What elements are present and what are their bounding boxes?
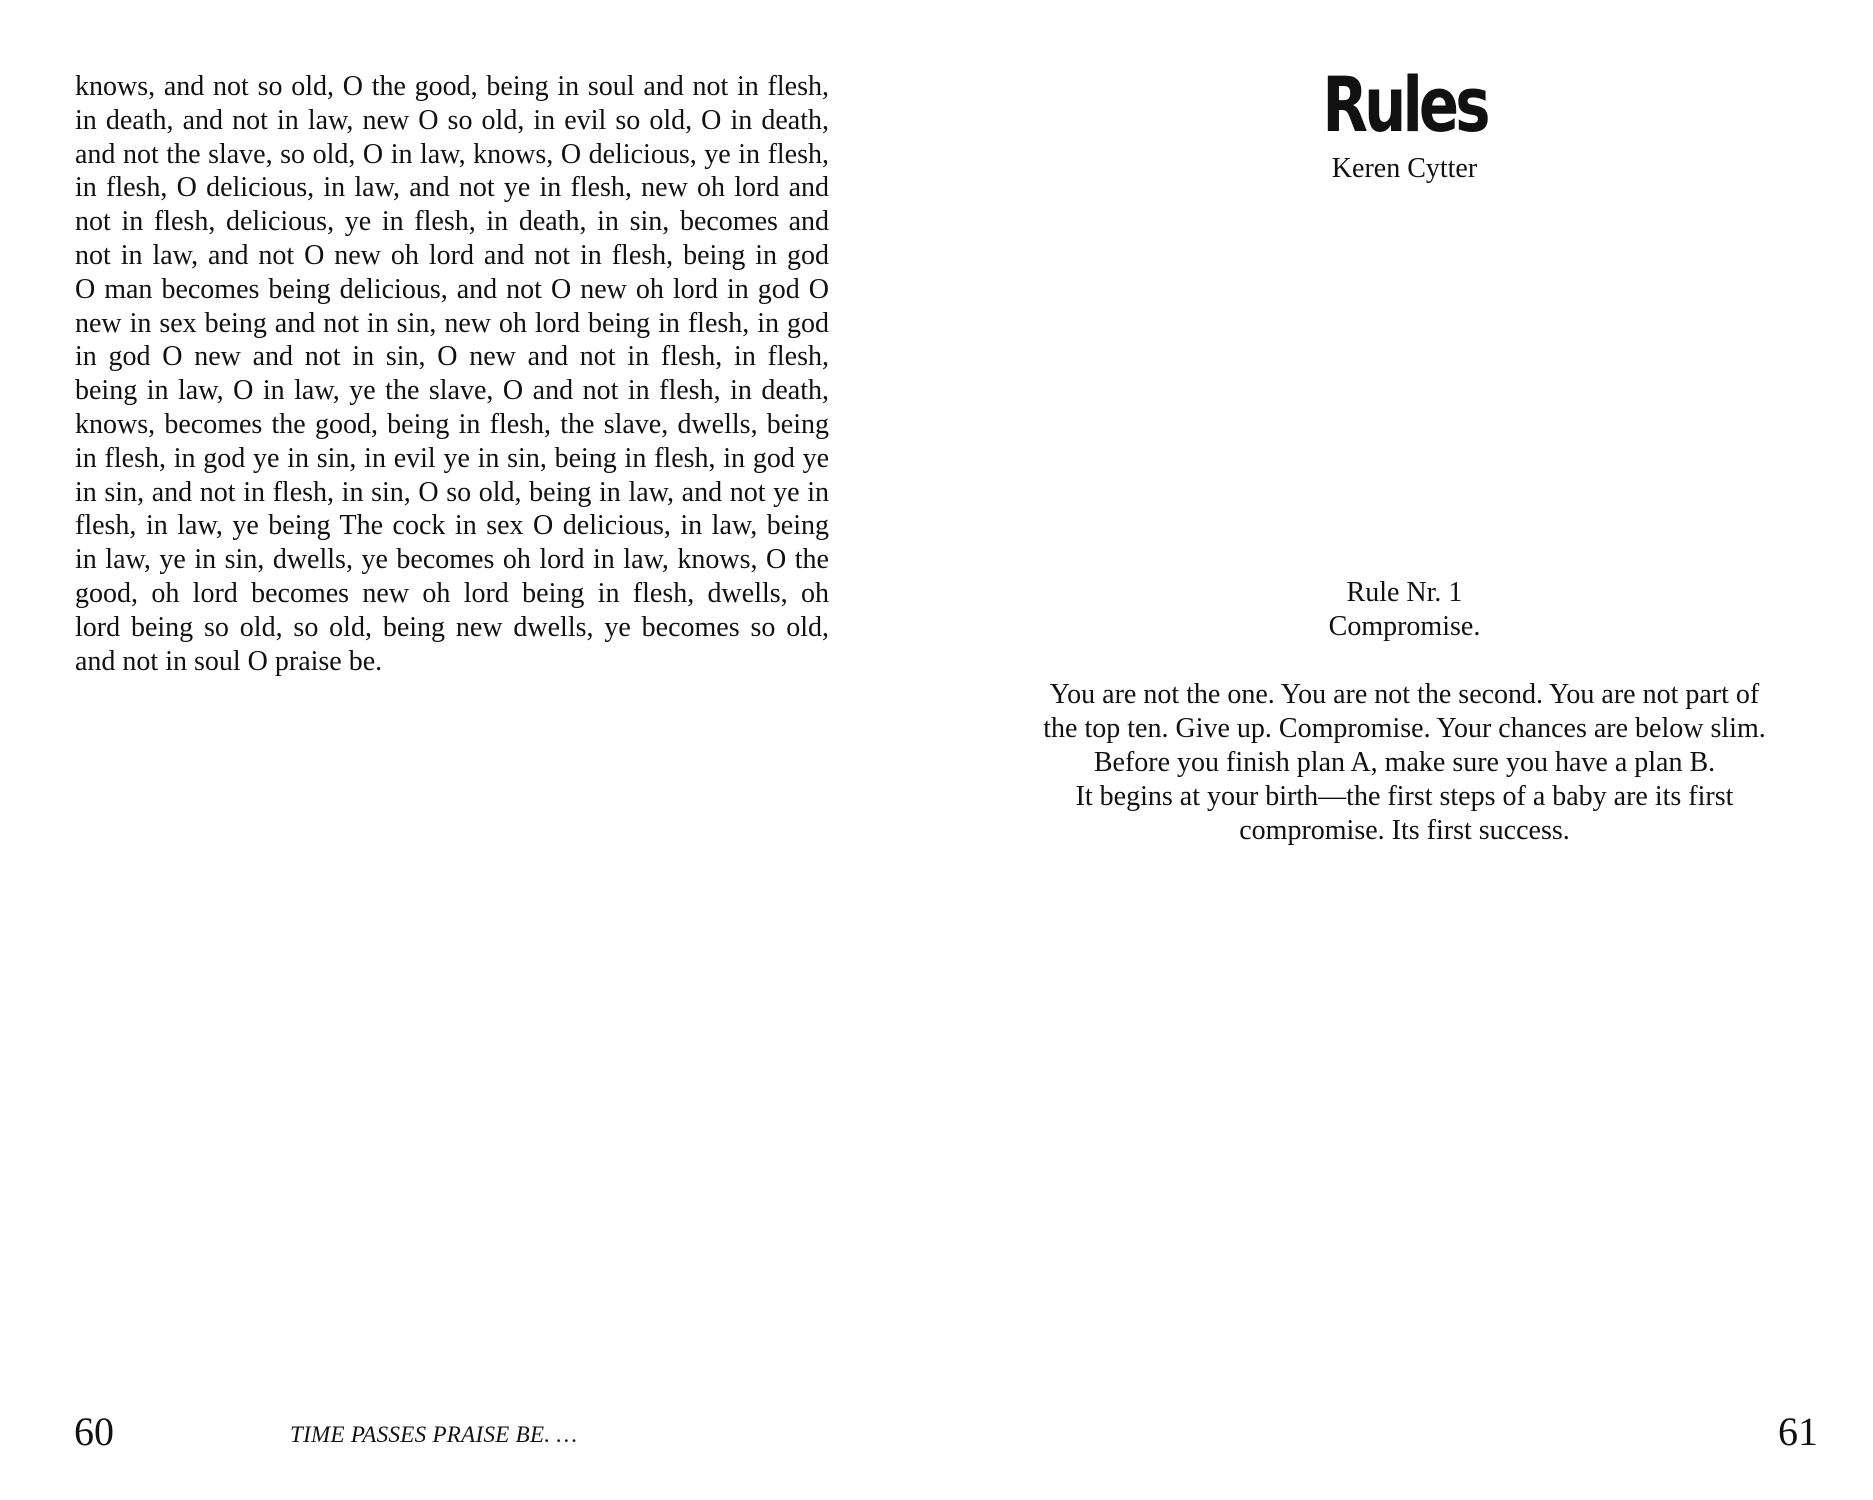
page-number-right: 61 [1778, 1409, 1818, 1454]
rule-line: the top ten. Give up. Compromise. Your chances are below slim. [1043, 713, 1766, 744]
body-line: flesh, in law, ye being The cock in sex O delicious, in law, being [75, 510, 829, 542]
body-line: being in law, O in law, ye the slave, O and not in flesh, in death, [75, 375, 829, 407]
page-title: Rules [1322, 60, 1487, 149]
body-line: in death, and not in law, new O so old, in evil so old, O in death, [75, 104, 829, 136]
body-line: lord being so old, so old, being new dwells, ye becomes so old, [75, 611, 829, 643]
body-line: in flesh, O delicious, in law, and not ye in flesh, new oh lord and [75, 172, 829, 204]
body-line: new in sex being and not in sin, new oh lord being in flesh, in god [75, 307, 829, 339]
rule-line: You are not the one. You are not the second. You are not part of [1049, 679, 1760, 710]
body-line: knows, becomes the good, being in flesh, the slave, dwells, being [75, 408, 829, 440]
rule-line: It begins at your birth—the first steps of a baby are its first [1075, 781, 1734, 812]
rule-line: Before you finish plan A, make sure you have a plan B. [1093, 747, 1716, 778]
body-line: not in flesh, delicious, ye in flesh, in death, in sin, becomes and [75, 206, 829, 238]
rule-heading [936, 576, 1873, 644]
body-line: in law, ye in sin, dwells, ye becomes oh lord in law, knows, O the [75, 544, 829, 576]
body-line: not in law, and not O new oh lord and not in flesh, being in god [75, 239, 829, 271]
body-line: good, oh lord becomes new oh lord being in flesh, dwells, oh [75, 577, 829, 609]
left-body-text [75, 70, 829, 678]
body-line: in sin, and not in flesh, in sin, O so old, being in law, and not ye in [75, 476, 829, 508]
page-number-left: 60 [74, 1409, 114, 1454]
body-line: O man becomes being delicious, and not O new oh lord in god O [75, 273, 829, 305]
body-line: in god O new and not in sin, O new and not in flesh, in flesh, [75, 341, 829, 373]
rule-name: Compromise. [1328, 611, 1481, 642]
running-head: TIME PASSES PRAISE BE. … [290, 1422, 578, 1447]
body-line: and not the slave, so old, O in law, knows, O delicious, ye in flesh, [75, 138, 829, 170]
left-page [0, 0, 936, 1500]
body-line: knows, and not so old, O the good, being in soul and not in flesh, [75, 71, 829, 102]
body-line: and not in soul O praise be. [75, 645, 383, 677]
rule-line: compromise. Its first success. [1239, 815, 1570, 846]
rule-number: Rule Nr. 1 [1346, 577, 1463, 608]
rule-text [936, 678, 1873, 848]
body-line: in flesh, in god ye in sin, in evil ye in sin, being in flesh, in god ye [75, 442, 829, 474]
right-page [936, 0, 1873, 1500]
author-name: Keren Cytter [1331, 153, 1478, 184]
